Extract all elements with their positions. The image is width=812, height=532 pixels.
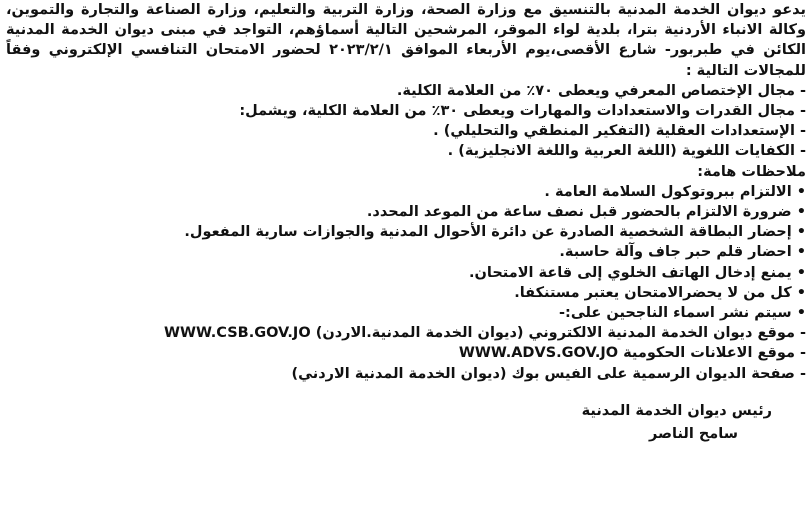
note-item: • يمنع إدخال الهاتف الخلوي إلى قاعة الامتحان. [469, 264, 806, 281]
link-item-csb [6, 323, 806, 343]
exam-field-item: - الإستعدادات العقلية (التفكير المنطقي والتحليلي) . [433, 123, 806, 140]
signature-name: سامح الناصر [649, 425, 738, 442]
note-item: • إحضار البطاقة الشخصية الصادرة عن دائرة الأحوال المدنية والجوازات سارية المفعول. [184, 224, 806, 241]
link-label: - موقع الاعلانات الحكومية [623, 345, 806, 362]
note-item: • الالتزام ببروتوكول السلامة العامة . [544, 183, 806, 200]
exam-field-item: - مجال الإختصاص المعرفي ويعطى ٧٠٪ من العلامة الكلية. [396, 82, 806, 99]
link-label: - صفحة الديوان الرسمية على الفيس بوك (ديوان الخدمة المدنية الاردني) [291, 365, 806, 382]
link-item-advs [6, 343, 806, 363]
notes-list [6, 182, 806, 323]
note-item: • ضرورة الالتزام بالحضور قبل نصف ساعة من الموعد المحدد. [366, 204, 806, 221]
signature-block [6, 400, 806, 446]
csb-website-url: WWW.CSB.GOV.JO [164, 325, 311, 342]
signature-title: رئيس ديوان الخدمة المدنية [581, 402, 772, 419]
note-item: • كل من لا يحضرالامتحان يعتبر مستنكفا. [514, 284, 806, 301]
note-item: • سيتم نشر اسماء الناجحين على:- [559, 305, 806, 322]
notes-heading: ملاحظات هامة: [697, 163, 806, 180]
advs-website-url: WWW.ADVS.GOV.JO [458, 345, 619, 362]
exam-fields-list [6, 81, 806, 162]
links-list [6, 323, 806, 384]
link-label: - موقع ديوان الخدمة المدنية الالكتروني (ديوان الخدمة المدنية.الاردن) [315, 325, 806, 342]
announcement-document [6, 0, 806, 532]
exam-field-item: - مجال القدرات والاستعدادات والمهارات ويعطى ٣٠٪ من العلامة الكلية، ويشمل: [239, 103, 806, 120]
link-item-facebook [6, 364, 806, 384]
note-item: • احضار قلم حبر جاف وآلة حاسبة. [559, 244, 806, 261]
exam-field-item: - الكفايات اللغوية (اللغة العربية واللغة الانجليزية) . [447, 143, 806, 160]
intro-paragraph: يدعو ديوان الخدمة المدنية بالتنسيق مع وزارة الصحة، وزارة التربية والتعليم، وزارة الصناعة والتجارة والتموين، وكالة الانباء الأردنية بترا، بلدية لواء الموقر، المرشحين التالية أسماؤهم، التواجد في مبنى ديوان الخدمة المدنية الكائن في طبربور- شارع الأقصى،يوم الأربعاء الموافق ٢٠٢٣/٢/١ لحضور الامتحان التنافسي الإلكتروني وفقاً للمجالات التالية : [6, 2, 806, 79]
